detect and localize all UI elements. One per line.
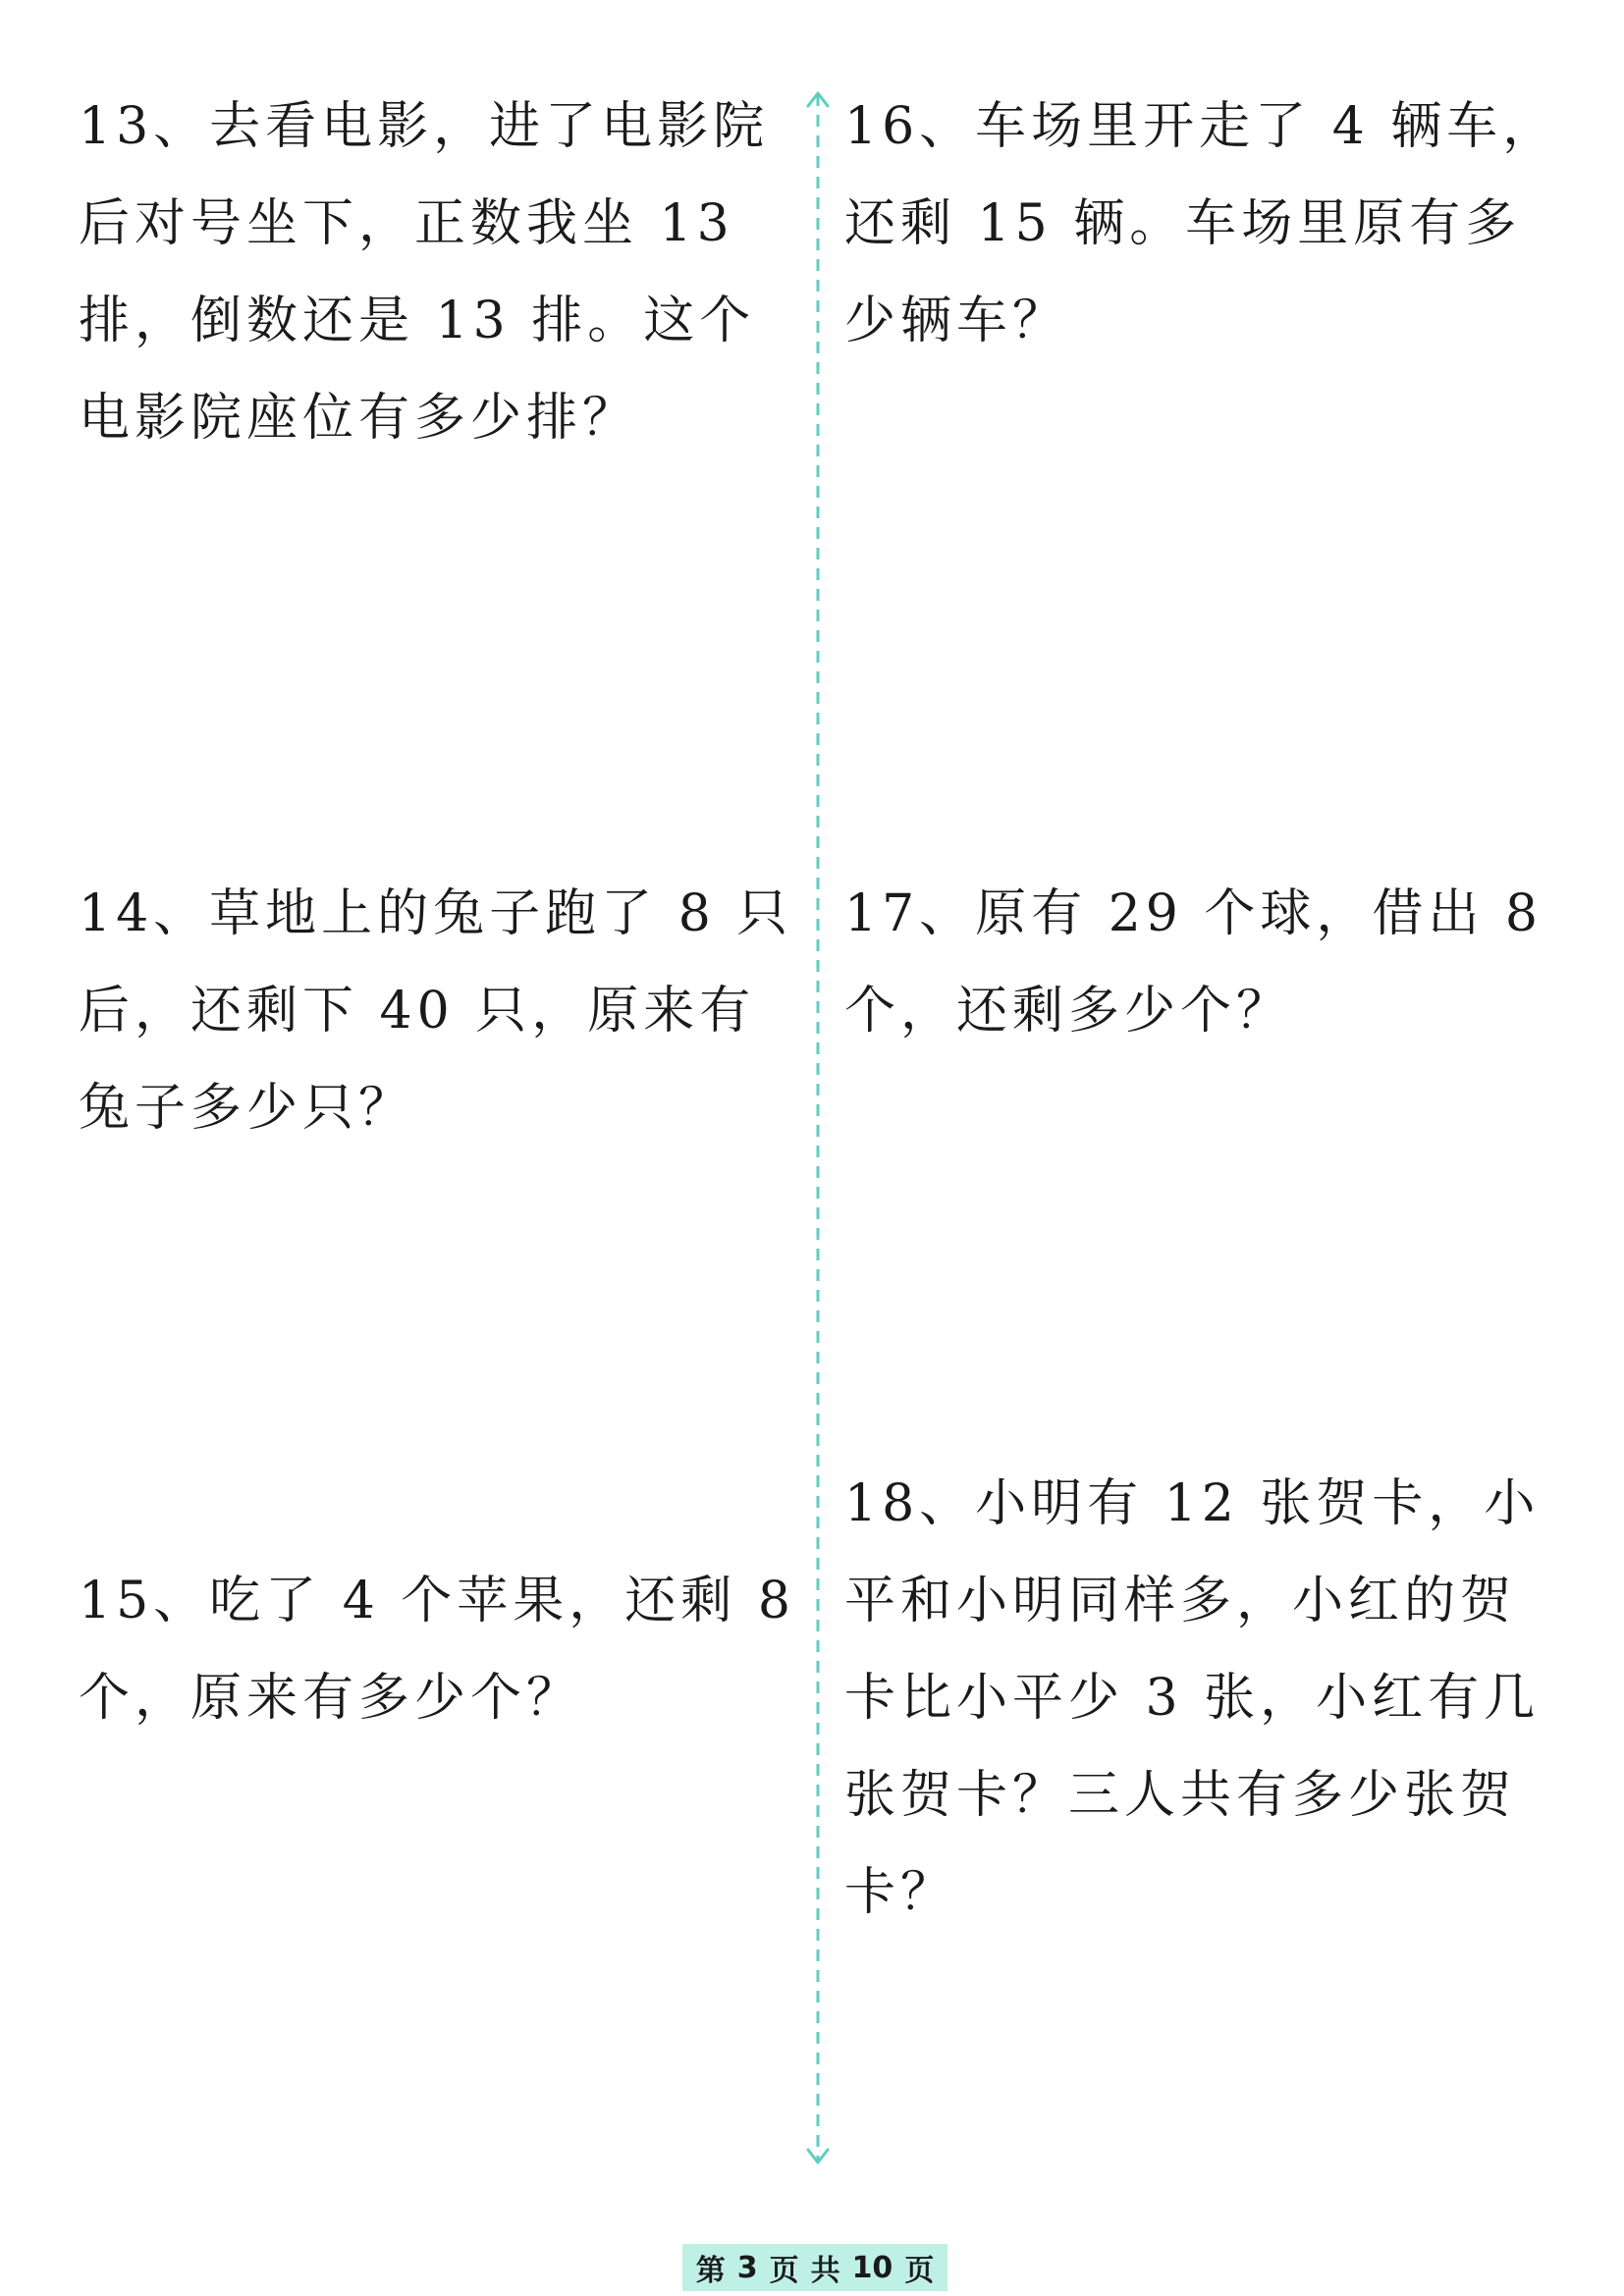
problem-13: 13、去看电影，进了电影院后对号坐下，正数我坐 13 排，倒数还是 13 排。这个电影院座位有多少排？ (79, 97, 770, 448)
footer-gong: 共 (810, 2254, 840, 2288)
column-divider (804, 90, 832, 2165)
problem-14: 14、草地上的兔子跑了 8 只后，还剩下 40 只，原来有兔子多少只？ (79, 884, 793, 1138)
problem-15: 15、吃了 4 个苹果，还剩 8 个，原来有多少个？ (79, 1572, 795, 1728)
footer-ye2: 页 (904, 2254, 935, 2288)
footer-ye: 页 (769, 2254, 799, 2288)
footer-current-page: 3 (736, 2250, 758, 2285)
footer-total-pages: 10 (851, 2250, 893, 2285)
problem-18: 18、小明有 12 张贺卡，小平和小明同样多，小红的贺卡比小平少 3 张，小红有几张贺卡？三人共有多少张贺卡？ (844, 1474, 1541, 1922)
footer-di: 第 (695, 2254, 726, 2288)
problem-17: 17、原有 29 个球，借出 8 个，还剩多少个？ (844, 884, 1543, 1041)
page-footer (682, 2244, 947, 2291)
problem-16: 16、车场里开走了 4 辆车，还剩 15 辆。车场里原有多少辆车？ (844, 97, 1559, 350)
